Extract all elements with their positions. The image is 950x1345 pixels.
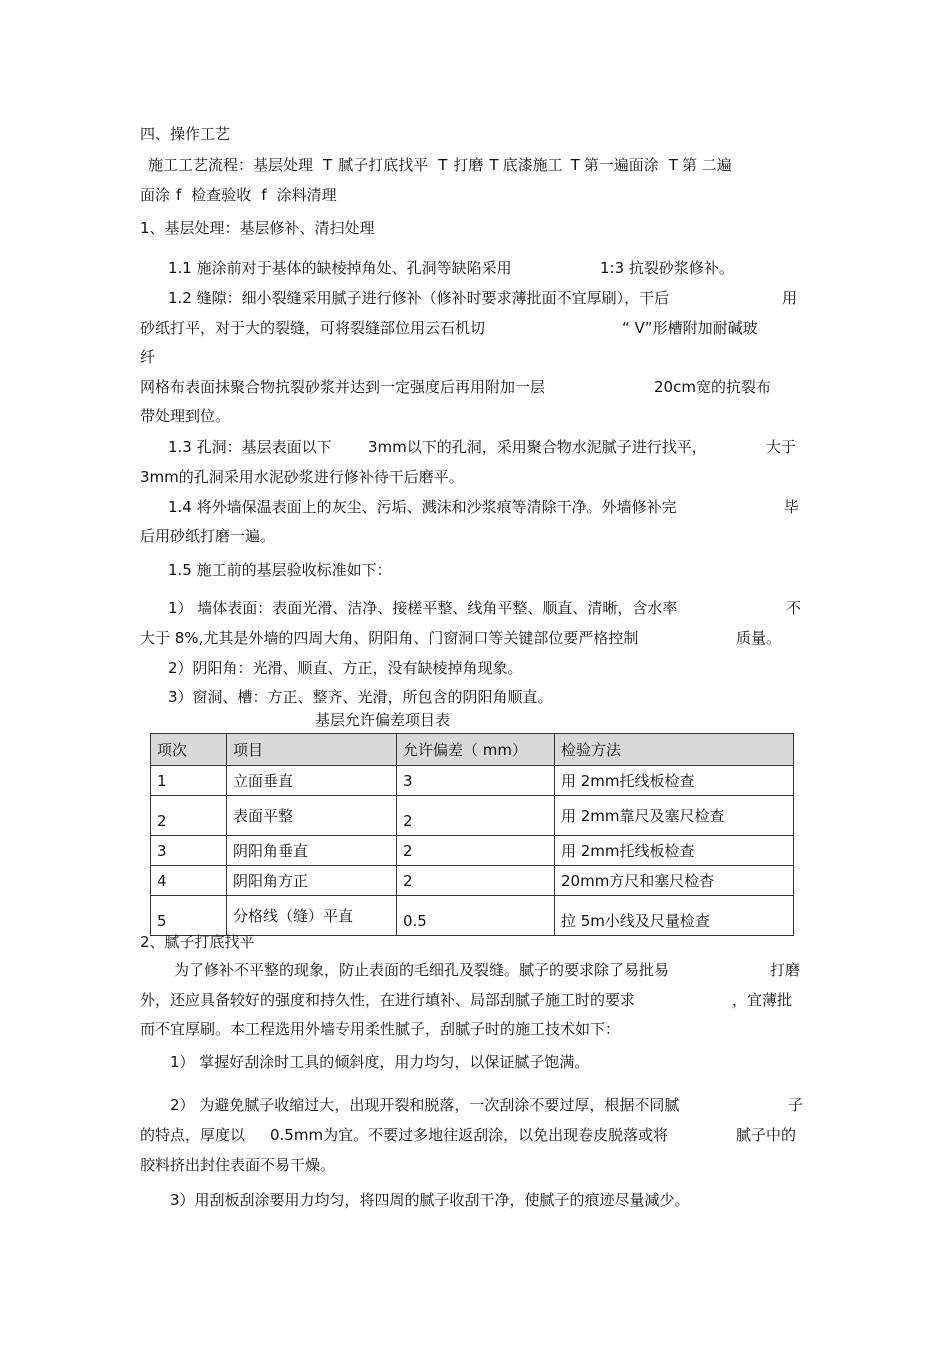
para-1-2-line4-end: 20cm宽的抗裂布: [654, 378, 771, 396]
para-1-2-line3: 纤: [140, 348, 156, 366]
table-cell: 拉 5m小线及尺量检查: [555, 896, 794, 936]
table-cell: 表面平整: [227, 796, 397, 836]
table-header-cell: 检验方法: [555, 734, 794, 766]
tech-item-2-line1: 2） 为避免腻子收缩过大，出现开裂和脱落，一次刮涂不要过厚，根据不同腻: [170, 1096, 680, 1114]
tech-item-1: 1） 掌握好刮涂时工具的倾斜度，用力均匀，以保证腻子饱满。: [170, 1053, 590, 1071]
table-row: [151, 836, 794, 866]
flow-arrow: f: [261, 186, 267, 204]
item-1-line1-end: 不: [786, 599, 802, 617]
table-cell: 阴阳角方正: [227, 866, 397, 896]
tech-item-2-line2: 的特点，厚度以: [140, 1126, 246, 1144]
table-cell: 分格线（缝）平直: [227, 896, 397, 936]
para-1-1-a: 1.1 施涂前对于基体的缺棱掉角处、孔洞等缺陷采用: [168, 259, 512, 277]
table-caption: 基层允许偏差项目表: [315, 711, 451, 729]
table-cell: 0.5: [397, 896, 555, 936]
tech-item-2-line3: 胶料挤出封住表面不易干燥。: [140, 1156, 336, 1174]
para-2-line2-end: ，宜薄批: [732, 991, 793, 1009]
table-header-cell: 项次: [151, 734, 227, 766]
flow-step-c: 打磨: [453, 156, 484, 174]
section-4-title: 四、操作工艺: [140, 125, 231, 143]
flow-arrow: f: [176, 186, 182, 204]
flow-arrow: T: [668, 156, 678, 174]
table-cell: 3: [397, 766, 555, 796]
flow-arrow: T: [438, 156, 448, 174]
flow-step-g: 面涂: [140, 186, 171, 204]
flow-arrow: T: [570, 156, 580, 174]
flow-step-f: 第 二遍: [681, 156, 732, 174]
table-cell: 用 2mm托线板检查: [555, 836, 794, 866]
item-1-line2: 大于 8%,尤其是外墙的四周大角、阴阳角、门窗洞口等关键部位要严格控制: [140, 629, 639, 647]
section-1-title: 1、基层处理：基层修补、清扫处理: [140, 219, 375, 237]
para-2-line2: 外，还应具备较好的强度和持久性，在进行填补、局部刮腻子施工时的要求: [140, 991, 636, 1009]
para-1-2-line1-end: 用: [782, 289, 798, 307]
table-header-cell: 允许偏差（ mm）: [397, 734, 555, 766]
para-1-5: 1.5 施工前的基层验收标准如下：: [168, 561, 392, 579]
tech-item-2-line2-mid: 0.5mm为宜。不要过多地往返刮涂，以免出现卷皮脱落或将: [270, 1126, 669, 1144]
tech-item-2-line1-end: 子: [788, 1096, 804, 1114]
table-row: [151, 866, 794, 896]
flow-step-d: 底漆施工: [502, 156, 563, 174]
flow-step-b: 腻子打底找平: [338, 156, 429, 174]
item-1-line1: 1） 墙体表面：表面光滑、洁净、接槎平整、线角平整、顺直、清晰，含水率: [168, 599, 678, 617]
para-1-1-b: 1:3 抗裂砂浆修补。: [600, 259, 734, 277]
para-1-2-line4: 网格布表面抹聚合物抗裂砂浆并达到一定强度后再用附加一层: [140, 378, 546, 396]
table-row: [151, 796, 794, 836]
para-1-2-line2-end: “ V”形槽附加耐碱玻: [622, 319, 758, 337]
para-1-3-line1: 1.3 孔洞：基层表面以下: [168, 438, 332, 456]
table-cell: 2: [397, 796, 555, 836]
table-cell: 1: [151, 766, 227, 796]
table-cell: 用 2mm托线板检查: [555, 766, 794, 796]
flow-step-i: 涂料清理: [276, 186, 337, 204]
item-1-line2-end: 质量。: [736, 629, 782, 647]
table-row: [151, 896, 794, 936]
item-2: 2）阴阳角：光滑、顺直、方正，没有缺棱掉角现象。: [168, 659, 523, 677]
para-1-2-line1: 1.2 缝隙：细小裂缝采用腻子进行修补（修补时要求薄批面不宜厚刷），干后: [168, 289, 670, 307]
table-header-cell: 项目: [227, 734, 397, 766]
flow-step-e: 第一遍面涂: [583, 156, 659, 174]
para-1-2-line5: 带处理到位。: [140, 407, 231, 425]
table-cell: 3: [151, 836, 227, 866]
tech-item-2-line2-end: 腻子中的: [736, 1126, 797, 1144]
process-flow-line-2: [140, 185, 337, 205]
para-2-line3: 而不宜厚刷。本工程选用外墙专用柔性腻子，刮腻子时的施工技术如下：: [140, 1020, 621, 1038]
section-2-title: 2、腻子打底找平: [140, 933, 255, 951]
para-1-4-line2: 后用砂纸打磨一遍。: [140, 527, 276, 545]
table-cell: 5: [151, 896, 227, 936]
table-cell: 2: [397, 866, 555, 896]
para-1-4-line1-end: 毕: [784, 498, 800, 516]
para-1-3-line1-end: 大于: [766, 438, 797, 456]
tech-item-3: 3）用刮板刮涂要用力均匀，将四周的腻子收刮干净，使腻子的痕迹尽量减少。: [170, 1191, 690, 1209]
item-3: 3）窗洞、槽：方正、整齐、光滑，所包含的阴阳角顺直。: [168, 688, 553, 706]
table-header-row: [151, 734, 794, 766]
flow-step-h: 检查验收: [191, 186, 252, 204]
table-cell: 用 2mm靠尺及塞尺检查: [555, 796, 794, 836]
table-cell: 2: [397, 836, 555, 866]
table-cell: 2: [151, 796, 227, 836]
table-cell: 立面垂直: [227, 766, 397, 796]
table-cell: 4: [151, 866, 227, 896]
flow-arrow: T: [489, 156, 499, 174]
deviation-table: [150, 733, 794, 936]
table-cell: 20mm方尺和塞尺检杳: [555, 866, 794, 896]
para-1-4-line1: 1.4 将外墙保温表面上的灰尘、污垢、溅沫和沙浆痕等清除干净。外墙修补完: [168, 498, 677, 516]
table-row: [151, 766, 794, 796]
flow-step-a: 施工工艺流程：基层处理: [148, 156, 314, 174]
para-1-3-line1-mid: 3mm以下的孔洞，采用聚合物水泥腻子进行找平，: [368, 438, 707, 456]
para-2-line1: 为了修补不平整的现象，防止表面的毛细孔及裂缝。腻子的要求除了易批易: [174, 961, 670, 979]
process-flow-line-1: [148, 155, 732, 175]
table-cell: 阴阳角垂直: [227, 836, 397, 866]
flow-arrow: T: [323, 156, 333, 174]
para-1-3-line2: 3mm的孔洞采用水泥砂浆进行修补待干后磨平。: [140, 468, 464, 486]
para-2-line1-end: 打磨: [770, 961, 801, 979]
para-1-2-line2: 砂纸打平，对于大的裂缝，可将裂缝部位用云石机切: [140, 319, 486, 337]
